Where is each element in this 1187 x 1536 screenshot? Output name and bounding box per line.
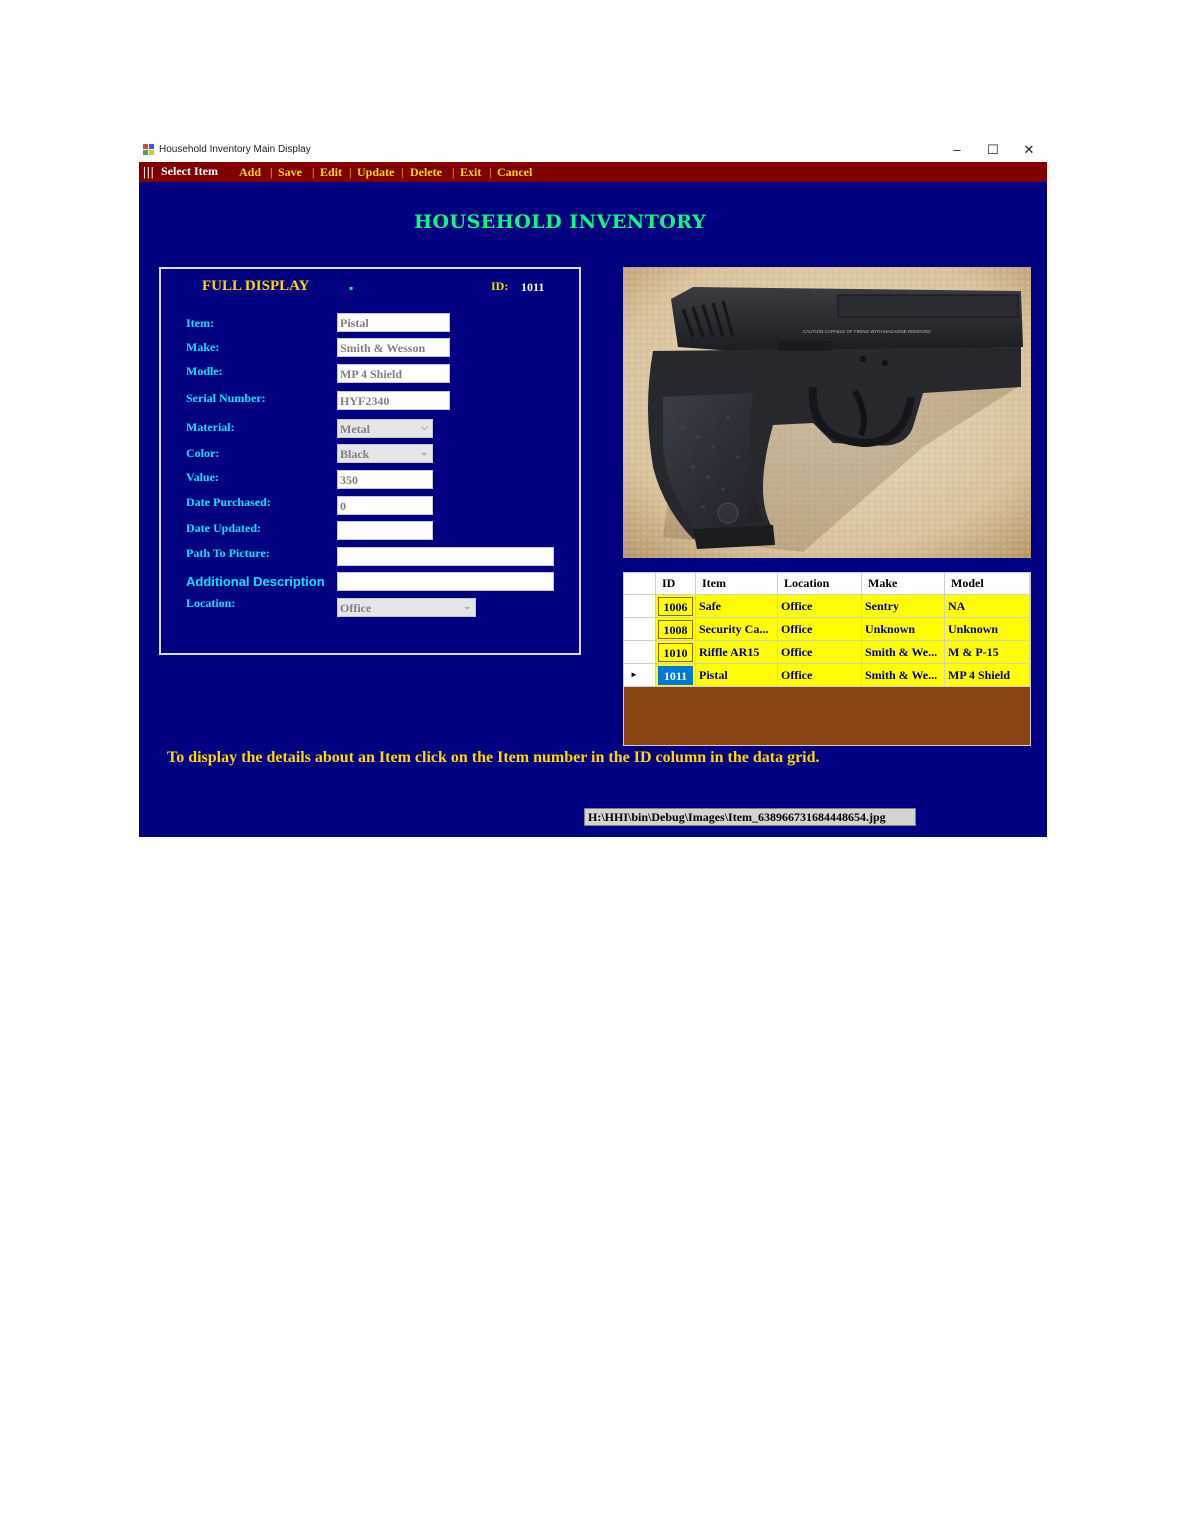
menu-update[interactable]: Update — [357, 165, 395, 179]
chevron-down-icon: ⌵ — [421, 422, 428, 432]
date-updated-label: Date Updated: — [186, 521, 261, 535]
grid-cell[interactable]: Smith & We... — [862, 641, 945, 664]
menu-bar — [139, 162, 1047, 182]
grid-column-header[interactable]: ID — [656, 573, 696, 595]
grid-id-cell[interactable]: 1006 — [658, 597, 693, 616]
grid-cell[interactable]: MP 4 Shield — [945, 664, 1030, 687]
grid-cell[interactable]: Pistal — [696, 664, 778, 687]
grid-column-header[interactable]: Model — [945, 573, 1030, 595]
inventory-grid[interactable] — [623, 572, 1031, 746]
menu-separator: | — [401, 165, 404, 179]
chevron-down-icon: ⌄ — [463, 601, 471, 611]
minimize-button[interactable]: – — [953, 142, 961, 157]
panel-title: FULL DISPLAY — [202, 278, 310, 294]
grid-row-header[interactable] — [624, 641, 656, 664]
grid-cell[interactable]: Office — [778, 641, 862, 664]
app-heading: HOUSEHOLD INVENTORY — [414, 211, 707, 233]
grid-cell[interactable]: Smith & We... — [862, 664, 945, 687]
material-value: Metal — [340, 422, 370, 436]
grid-cell[interactable]: Office — [778, 664, 862, 687]
grid-cell[interactable]: Unknown — [945, 618, 1030, 641]
grid-column-header[interactable]: Item — [696, 573, 778, 595]
menu-edit[interactable]: Edit — [320, 165, 343, 179]
material-dropdown[interactable] — [337, 419, 433, 438]
grid-cell[interactable]: Security Ca... — [696, 618, 778, 641]
make-label: Make: — [186, 340, 220, 354]
color-label: Color: — [186, 446, 220, 460]
serial-number-field[interactable]: HYF2340 — [337, 391, 450, 410]
value-label: Value: — [186, 470, 219, 484]
status-marker-icon: ▪ — [349, 281, 354, 295]
date-purchased-field[interactable]: 0 — [337, 496, 433, 515]
id-label: ID: — [491, 279, 509, 293]
grid-cell[interactable]: M & P-15 — [945, 641, 1030, 664]
grid-row-header[interactable] — [624, 595, 656, 618]
grid-id-cell[interactable]: 1008 — [658, 620, 693, 639]
date-updated-field[interactable] — [337, 521, 433, 540]
slide-engraving: CAUTION-CAPABLE OF FIRING WITH MAGAZINE REMOVED — [803, 329, 931, 334]
additional-description-label: Additional Description — [186, 574, 325, 589]
grid-cell[interactable]: Sentry — [862, 595, 945, 618]
location-value: Office — [340, 601, 372, 615]
path-to-picture-field[interactable] — [337, 547, 554, 566]
instructions-text: To display the details about an Item click on the Item number in the ID column in the data grid. — [167, 749, 820, 766]
menu-select-item[interactable]: Select Item — [157, 163, 224, 181]
grid-id-cell-selected[interactable]: 1011 — [658, 666, 693, 685]
value-field[interactable]: 350 — [337, 470, 433, 489]
menu-add[interactable]: Add — [239, 165, 262, 179]
additional-description-field[interactable] — [337, 572, 554, 591]
close-button[interactable]: ✕ — [1023, 142, 1035, 157]
grid-row-header-corner — [624, 573, 656, 595]
date-purchased-label: Date Purchased: — [186, 495, 271, 509]
item-field[interactable]: Pistal — [337, 313, 450, 332]
chevron-down-icon: ⌄ — [420, 447, 428, 457]
menu-separator: | — [452, 165, 455, 179]
menu-grip-icon[interactable]: ||| — [143, 164, 155, 179]
menu-save[interactable]: Save — [278, 165, 302, 179]
maximize-button[interactable]: ☐ — [987, 142, 999, 157]
path-to-picture-label: Path To Picture: — [186, 546, 270, 560]
app-icon — [143, 144, 155, 156]
id-value: 1011 — [521, 280, 545, 294]
title-bar — [139, 139, 1047, 162]
item-label: Item: — [186, 316, 214, 330]
current-row-arrow-icon[interactable]: ► — [624, 664, 656, 687]
menu-exit[interactable]: Exit — [460, 165, 482, 179]
grid-cell[interactable]: NA — [945, 595, 1030, 618]
model-field[interactable]: MP 4 Shield — [337, 364, 450, 383]
menu-separator: | — [270, 165, 273, 179]
material-label: Material: — [186, 420, 235, 434]
grid-column-header[interactable]: Make — [862, 573, 945, 595]
menu-cancel[interactable]: Cancel — [497, 165, 533, 179]
grid-cell[interactable]: Office — [778, 618, 862, 641]
menu-delete[interactable]: Delete — [410, 165, 442, 179]
color-dropdown[interactable] — [337, 444, 433, 463]
make-field[interactable]: Smith & Wesson — [337, 338, 450, 357]
grid-cell[interactable]: Safe — [696, 595, 778, 618]
model-label: Modle: — [186, 364, 223, 378]
menu-separator: | — [489, 165, 492, 179]
menu-separator: | — [312, 165, 315, 179]
grid-column-header[interactable]: Location — [778, 573, 862, 595]
serial-number-label: Serial Number: — [186, 391, 266, 405]
grid-cell[interactable]: Unknown — [862, 618, 945, 641]
grid-cell[interactable]: Riffle AR15 — [696, 641, 778, 664]
image-path-status: H:\HHI\bin\Debug\Images\Item_638966731684448654.jpg — [584, 808, 916, 826]
color-value: Black — [340, 447, 370, 461]
grid-id-cell[interactable]: 1010 — [658, 643, 693, 662]
grid-cell[interactable]: Office — [778, 595, 862, 618]
menu-separator: | — [349, 165, 352, 179]
item-photo — [623, 267, 1031, 558]
grid-row-header[interactable] — [624, 618, 656, 641]
location-dropdown[interactable] — [337, 598, 476, 617]
window-title: Household Inventory Main Display — [159, 144, 311, 155]
main-window — [139, 139, 1047, 837]
location-label: Location: — [186, 596, 236, 610]
